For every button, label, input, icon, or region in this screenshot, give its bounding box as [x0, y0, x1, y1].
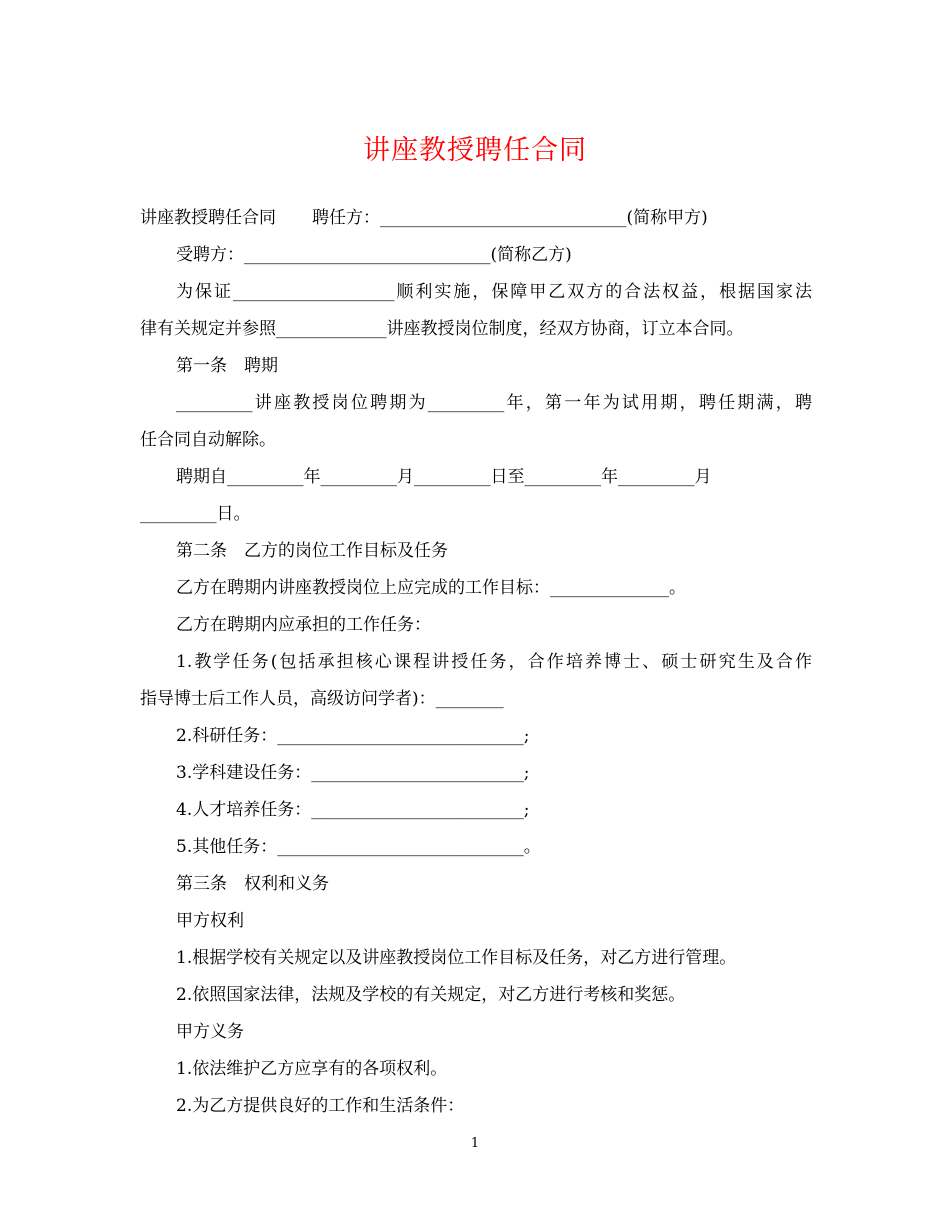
article-2-task-1-line-2: 指导博士后工作人员，高级访问学者)：________ — [140, 689, 504, 709]
document-body — [140, 200, 812, 1125]
article-1-line-1: _________讲座教授岗位聘期为_________年，第一年为试用期，聘任期满，聘 — [176, 393, 812, 413]
article-2-task-1-line-1: 1.教学任务(包括承担核心课程讲授任务，合作培养博士、硕士研究生及合作 — [176, 652, 812, 672]
party-a-duties-title: 甲方义务 — [176, 1022, 244, 1042]
contract-heading-inline: 讲座教授聘任合同 — [140, 208, 276, 228]
party-a-duty-1: 1.依法维护乙方应享有的各项权利。 — [176, 1059, 448, 1079]
employer-line: 聘任方：_____________________________(简称甲方) — [312, 208, 708, 228]
article-2-title: 第二条 乙方的岗位工作目标及任务 — [176, 541, 448, 561]
party-a-rights-title: 甲方权利 — [176, 911, 244, 931]
document-title: 讲座教授聘任合同 — [363, 135, 587, 166]
party-a-right-2: 2.依照国家法律，法规及学校的有关规定，对乙方进行考核和奖惩。 — [176, 985, 686, 1005]
party-a-duty-2: 2.为乙方提供良好的工作和生活条件： — [176, 1096, 465, 1116]
article-1-line-4: _________日。 — [140, 504, 251, 524]
article-1-line-3: 聘期自_________年_________月_________日至_________年_________月 — [176, 467, 712, 487]
purpose-line-1: 为保证___________________顺利实施，保障甲乙双方的合法权益，根据国家法 — [176, 282, 812, 302]
employee-line: 受聘方：_____________________________(简称乙方) — [176, 245, 572, 265]
page-number: 1 — [470, 1136, 480, 1151]
contract-header-line — [140, 200, 812, 237]
article-2-tasks-intro: 乙方在聘期内应承担的工作任务： — [176, 615, 431, 635]
article-1-line-2: 任合同自动解除。 — [140, 430, 276, 450]
article-2-task-2: 2.科研任务：_____________________________; — [176, 726, 530, 746]
article-3-title: 第三条 权利和义务 — [176, 874, 329, 894]
article-2-task-3: 3.学科建设任务：_________________________; — [176, 763, 530, 783]
purpose-line-2: 律有关规定并参照_____________讲座教授岗位制度，经双方协商，订立本合同。 — [140, 319, 744, 339]
party-a-right-1: 1.根据学校有关规定以及讲座教授岗位工作目标及任务，对乙方进行管理。 — [176, 948, 737, 968]
article-1-title: 第一条 聘期 — [176, 356, 278, 376]
article-2-task-5: 5.其他任务：_____________________________。 — [176, 837, 541, 857]
article-2-task-4: 4.人才培养任务：_________________________; — [176, 800, 530, 820]
article-2-goal: 乙方在聘期内讲座教授岗位上应完成的工作目标：______________。 — [176, 578, 686, 598]
